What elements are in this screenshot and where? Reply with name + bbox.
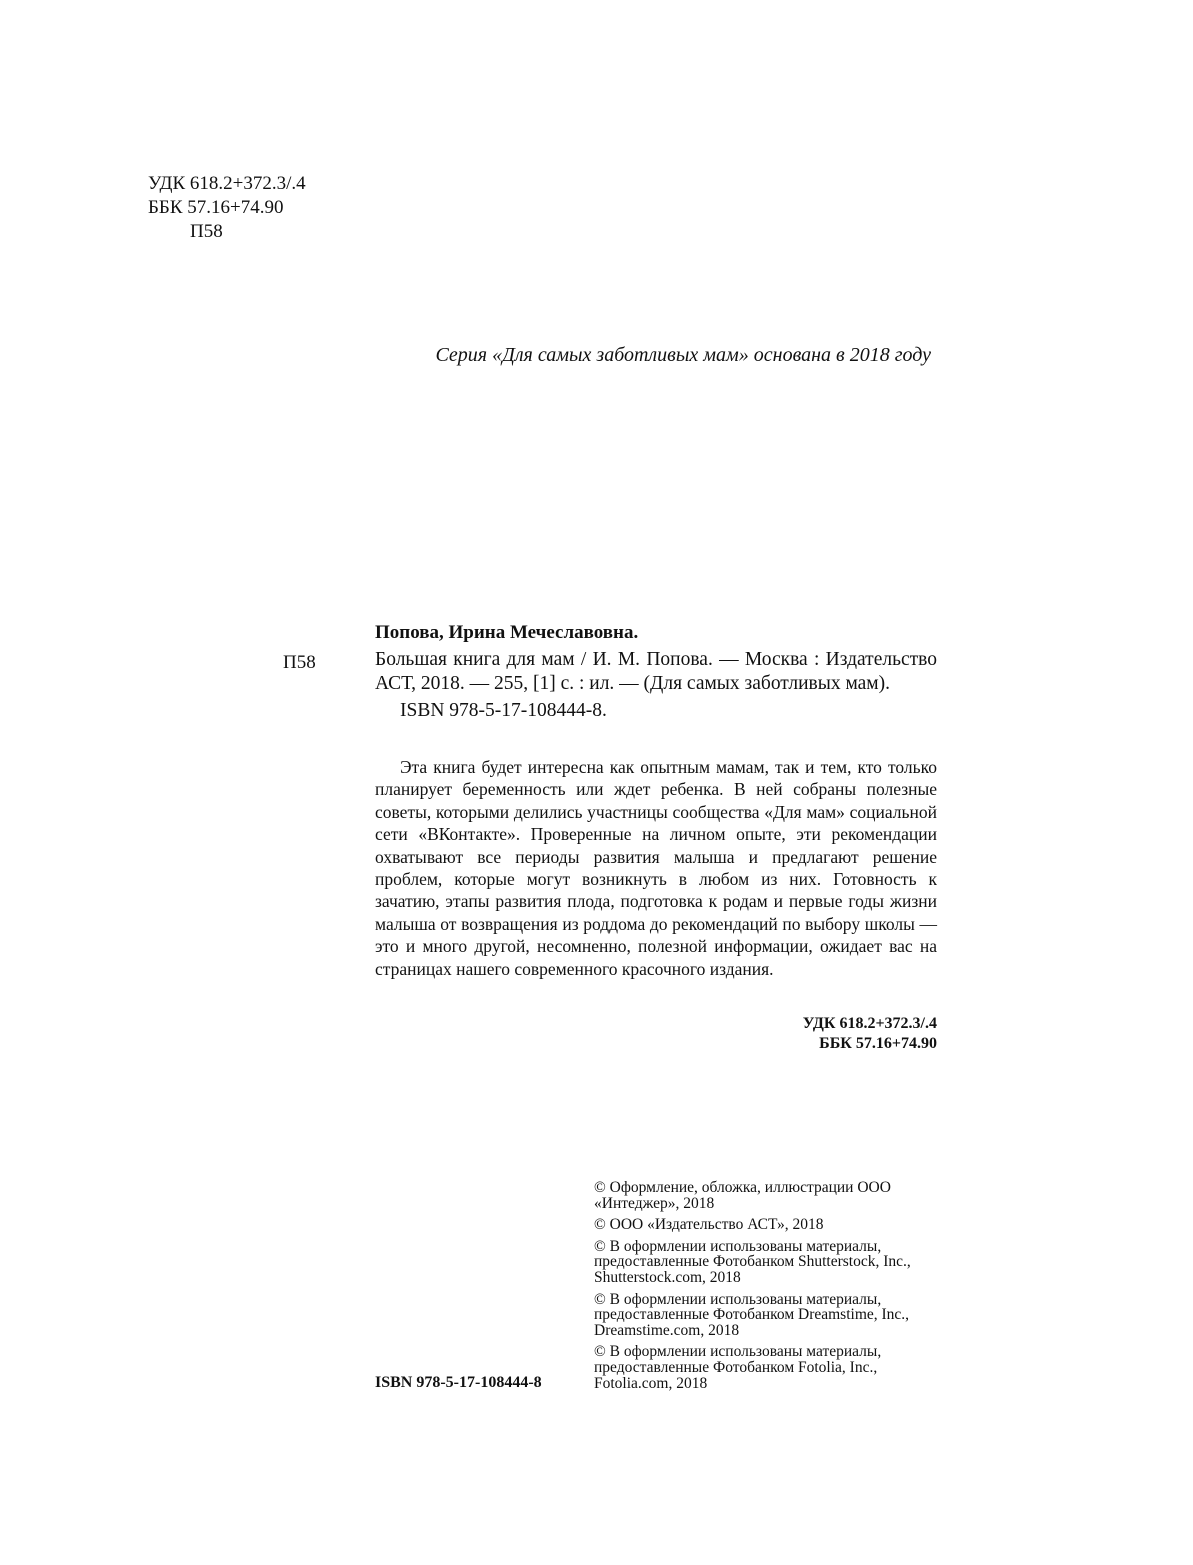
annotation-text: Эта книга будет интересна как опытным мамам, так и тем, кто только планирует беременность или ждет ребенка. В ней собраны полезные советы, которыми делились участницы сообщества «Для мам» социальной сети «ВКонтакте». Проверенные на личном опыте, эти рекомендации охватывают все периоды развития малыша и предлагают решение проблем, которые могут возникнуть в любом из них. Готовность к зачатию, этапы развития плода, подготовка к родам и первые годы жизни малыша от возвращения из роддома до рекомендаций по выбору школы — это и много другой, несомненно, полезной информации, ожидает вас на страницах нашего современного красочного издания. xyxy=(375,757,937,979)
bbk-code-bottom: ББК 57.16+74.90 xyxy=(819,1035,937,1052)
copyright-item: © В оформлении использованы материалы, предоставленные Фотобанком Fotolia, Inc., Fotolia.com, 2018 xyxy=(594,1343,882,1392)
udk-code-bottom: УДК 618.2+372.3/.4 xyxy=(802,1015,937,1032)
series-note: Серия «Для самых заботливых мам» основана в 2018 году xyxy=(435,344,931,366)
copyright-item: © ООО «Издательство АСТ», 2018 xyxy=(594,1216,824,1234)
copyright-item: © В оформлении использованы материалы, предоставленные Фотобанком Shutterstock, Inc., Shutterstock.com, 2018 xyxy=(594,1237,911,1286)
bibliographic-record xyxy=(375,648,937,723)
copyright-item: © В оформлении использованы материалы, предоставленные Фотобанком Dreamstime, Inc., Dreamstime.com, 2018 xyxy=(594,1290,910,1339)
isbn-bottom: ISBN 978-5-17-108444-8 xyxy=(375,1374,542,1391)
udk-code: УДК 618.2+372.3/.4 xyxy=(148,173,306,194)
copyright-item: © Оформление, обложка, иллюстрации ООО «Интеджер», 2018 xyxy=(594,1179,891,1212)
bbk-code: ББК 57.16+74.90 xyxy=(148,197,284,218)
author-mark-margin: П58 xyxy=(283,652,316,673)
classification-codes-bottom xyxy=(700,1014,937,1054)
classification-codes-top xyxy=(148,172,306,244)
copyright-block xyxy=(594,1180,954,1397)
bibliographic-description: Большая книга для мам / И. М. Попова. — Москва : Издательство АСТ, 2018. — 255, [1] с. : ил. — (Для самых заботливых мам). xyxy=(375,649,937,694)
author-heading: Попова, Ирина Мечеславовна. xyxy=(375,622,639,643)
author-mark: П58 xyxy=(190,221,223,242)
isbn-record: ISBN 978-5-17-108444-8. xyxy=(400,700,607,721)
